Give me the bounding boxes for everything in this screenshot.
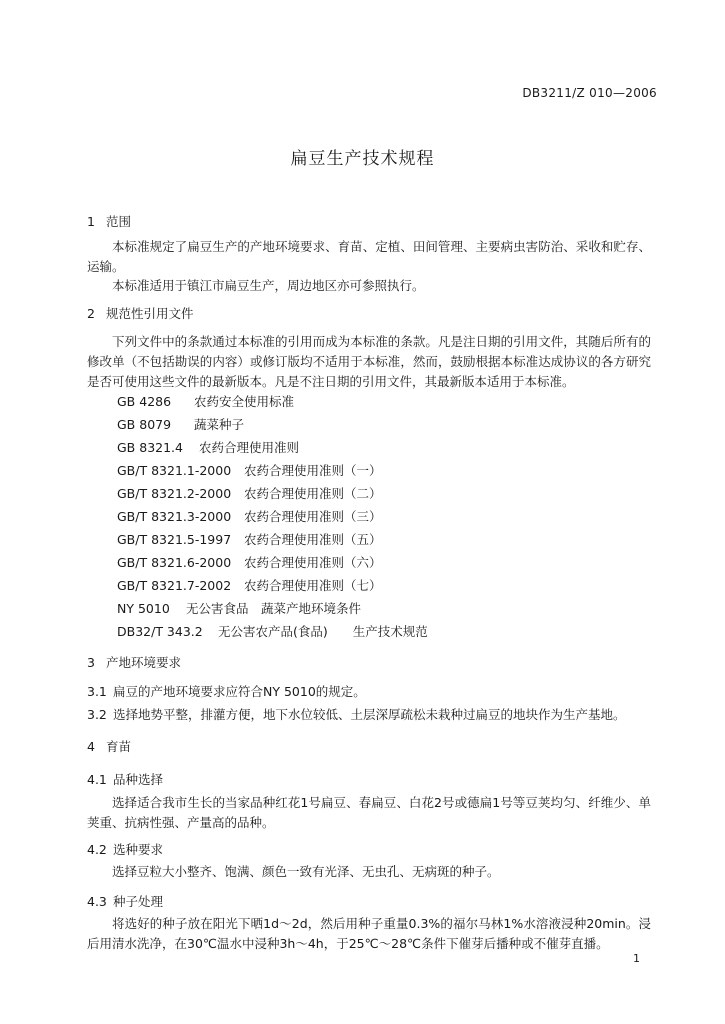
reference-title: 无公害农产品(食品) 生产技术规范 <box>218 624 428 639</box>
subsection-4-2-heading <box>87 840 163 858</box>
reference-code: GB/T 8321.3-2000 <box>117 509 232 524</box>
reference-item <box>117 484 382 502</box>
section-title: 育苗 <box>106 739 132 754</box>
clause-number: 4.2 <box>87 842 107 857</box>
section-2-paragraph: 下列文件中的条款通过本标准的引用而成为本标准的条款。凡是注日期的引用文件，其随后所有的修改单（不包括勘误的内容）或修订版均不适用于本标准，然而，鼓励根据本标准达成协议的各方研究是否可使用这些文件的最新版本。凡是不注日期的引用文件，其最新版本适用于本标准。 <box>87 334 651 389</box>
subsection-title: 选种要求 <box>113 842 164 857</box>
reference-title: 农药合理使用准则（六） <box>244 555 382 570</box>
section-number: 3 <box>87 655 95 670</box>
subsection-4-1-text: 选择适合我市生长的当家品种红花1号扁豆、春扁豆、白花2号或德扁1号等豆荚均匀、纤维少、单荚重、抗病性强、产量高的品种。 <box>87 795 651 830</box>
reference-title: 农药合理使用准则（三） <box>244 509 382 524</box>
document-title: 扁豆生产技术规程 <box>290 149 435 169</box>
reference-code: GB/T 8321.1-2000 <box>117 463 232 478</box>
reference-code: GB/T 8321.7-2002 <box>117 578 232 593</box>
clause-number: 4.1 <box>87 772 107 787</box>
reference-item <box>117 622 428 640</box>
section-number: 1 <box>87 214 95 229</box>
reference-code: GB/T 8321.6-2000 <box>117 555 232 570</box>
reference-code: GB 4286 <box>117 394 172 409</box>
clause-text: 扁豆的产地环境要求应符合NY 5010的规定。 <box>113 684 366 699</box>
reference-title: 农药合理使用准则（一） <box>244 463 382 478</box>
document-number: DB3211/Z 010—2006 <box>522 86 657 100</box>
reference-code: DB32/T 343.2 <box>117 624 203 639</box>
section-number: 4 <box>87 739 95 754</box>
section-1-paragraph-2: 本标准适用于镇江市扁豆生产，周边地区亦可参照执行。 <box>112 278 425 293</box>
reference-code: GB/T 8321.2-2000 <box>117 486 232 501</box>
section-2-heading <box>87 304 194 322</box>
reference-title: 蔬菜种子 <box>194 417 245 432</box>
subsection-4-3-heading <box>87 892 163 910</box>
clause-number: 3.2 <box>87 707 107 722</box>
subsection-4-2-text: 选择豆粒大小整齐、饱满、颜色一致有光泽、无虫孔、无病斑的种子。 <box>112 864 500 879</box>
section-title: 范围 <box>106 214 132 229</box>
page-number: 1 <box>633 952 640 965</box>
reference-code: GB 8079 <box>117 417 172 432</box>
section-number: 2 <box>87 306 95 321</box>
reference-item <box>117 599 361 617</box>
reference-title: 农药合理使用准则 <box>199 440 300 455</box>
reference-code: GB/T 8321.5-1997 <box>117 532 232 547</box>
section-1-paragraph-1: 本标准规定了扁豆生产的产地环境要求、育苗、定植、田间管理、主要病虫害防治、采收和贮存、运输。 <box>87 239 651 274</box>
section-3-heading <box>87 653 181 671</box>
reference-item <box>117 553 382 571</box>
reference-title: 农药合理使用准则（五） <box>244 532 382 547</box>
reference-item <box>117 392 294 410</box>
reference-title: 农药安全使用标准 <box>194 394 295 409</box>
reference-item <box>117 530 382 548</box>
clause-3-2 <box>87 705 626 723</box>
reference-item <box>117 576 382 594</box>
section-1-heading <box>87 212 131 230</box>
clause-number: 3.1 <box>87 684 107 699</box>
reference-title: 无公害食品 蔬菜产地环境条件 <box>186 601 362 616</box>
reference-title: 农药合理使用准则（七） <box>244 578 382 593</box>
reference-item <box>117 507 382 525</box>
section-4-heading <box>87 737 131 755</box>
subsection-title: 种子处理 <box>113 894 164 909</box>
clause-3-1 <box>87 682 366 700</box>
reference-code: GB 8321.4 <box>117 440 183 455</box>
reference-code: NY 5010 <box>117 601 170 616</box>
reference-item <box>117 461 382 479</box>
reference-title: 农药合理使用准则（二） <box>244 486 382 501</box>
section-title: 规范性引用文件 <box>106 306 194 321</box>
subsection-4-1-heading <box>87 770 163 788</box>
reference-item <box>117 415 244 433</box>
clause-text: 选择地势平整，排灌方便，地下水位较低、土层深厚疏松未栽种过扁豆的地块作为生产基地。 <box>113 707 626 722</box>
subsection-4-3-text: 将选好的种子放在阳光下晒1d～2d，然后用种子重量0.3%的福尔马林1%水溶液浸种20min。浸后用清水洗净，在30℃温水中浸种3h～4h，于25℃～28℃条件下催芽后播种或不催芽直播。 <box>87 916 651 951</box>
subsection-title: 品种选择 <box>113 772 164 787</box>
reference-item <box>117 438 299 456</box>
clause-number: 4.3 <box>87 894 107 909</box>
section-title: 产地环境要求 <box>106 655 182 670</box>
